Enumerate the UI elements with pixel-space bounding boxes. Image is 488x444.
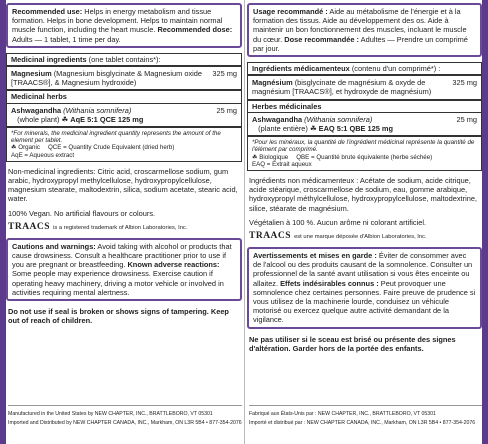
manufacturer-line: Manufactured in the United States by NEW CHAPTER, INC., BRATTLEBORO, VT 05301: [8, 411, 213, 417]
traacs-logo: TRAACS: [8, 221, 51, 232]
organic-leaf-icon: ☘: [61, 114, 69, 124]
legend-organic: Organic: [18, 144, 40, 152]
mineral-footnote-fr: *Pour les minéraux, la quantité de l'ingrédient médicinal représente la quantité de l'élément par comprimé.: [252, 139, 475, 154]
cautions-text-fr: Éviter de consommer avec de l'alcool ou des produits causant de la somnolence. Consulter un professionnel de la santé avant utilisation si vous êtes enceinte ou allaitez.: [253, 251, 473, 288]
adverse-label-fr: Effets indésirables connus :: [280, 278, 379, 288]
magnesium-name: Magnesium: [11, 69, 52, 79]
organic-leaf-icon: ☘: [252, 153, 258, 161]
organic-leaf-icon: ☘: [11, 144, 17, 152]
vegan-statement-fr: Végétalien à 100 %. Aucun arôme ni colorant artificiel.: [249, 217, 427, 227]
recommended-use-box-fr: [247, 3, 482, 57]
cautions-label: Cautions and warnings:: [12, 241, 96, 251]
ashwagandha-latin-fr: (Withania somnifera): [304, 114, 373, 124]
cautions-box: [6, 238, 242, 301]
ashwagandha-name: Ashwagandha: [11, 105, 62, 115]
purple-edge-stripe: [482, 0, 488, 444]
legend-qbe-fr: QBE = Quantité brute équivalente (herbe séchée): [296, 153, 433, 161]
non-medicinal-ingredients-fr: Ingrédients non médicamenteux : Acétate de sodium, acide citrique, acide stéarique, croscarmellose de sodium, eau, gomme arabique, hydroxypropyl méthylcellulose, hydroxypropylcellulose, maltodextrine, silice, stéarate de magnésium.: [249, 176, 477, 213]
legend-eaq-fr: EAQ = Extrait aqueux: [252, 160, 312, 168]
recommended-dose-text: Adults — 1 tablet, 1 time per day.: [12, 34, 121, 44]
magnesium-row-fr: [248, 76, 481, 98]
ingredients-facts-box: [6, 53, 242, 162]
traacs-note-fr: est une marque déposée d'Albion Laboratories, Inc.: [294, 234, 427, 241]
mineral-footnote: *For minerals, the medicinal ingredient quantity represents the amount of the element per tablet.: [11, 130, 221, 145]
recommended-use-box: [6, 3, 242, 48]
manufacturer-line-fr: Fabriqué aux États-Unis par : NEW CHAPTER, INC., BRATTLEBORO, VT 05301: [249, 411, 436, 417]
facts-footnote: [7, 126, 241, 161]
medicinal-header-qualifier: (one tablet contains*):: [88, 54, 161, 64]
traacs-logo-fr: TRAACS: [249, 231, 292, 242]
manufacturer-info: [8, 405, 242, 428]
ashwagandha-standard-fr: EAQ 5:1 QBE 125 mg: [318, 124, 393, 134]
adverse-text: Some people may experience drowsiness. Exercise caution if operating heavy machinery, driving a motor vehicle or involved in activities requiring mental alertness.: [12, 269, 224, 297]
magnesium-row: [7, 67, 241, 89]
magnesium-detail: (Magnesium bisglycinate & Magnesium oxide [TRAACS®], & Magnesium hydroxide): [11, 69, 203, 88]
legend-aqe: AqE = Aqueous extract: [11, 151, 75, 159]
ashwagandha-latin: (Withania somnifera): [63, 105, 132, 115]
ashwagandha-amount-fr: 25 mg: [456, 114, 477, 124]
medicinal-header-qualifier-fr: (contenu d'un comprimé*) :: [351, 64, 441, 74]
recommended-dose-label: Recommended dose:: [157, 25, 233, 35]
ashwagandha-row-fr: [248, 113, 481, 135]
recommended-use-text-fr: Aide au métabolisme de l'énergie et à la formation des tissus. Aide au développement des os. Aide à maintenir un bon fonctionnement des muscles, incluant le muscle du cœur.: [253, 7, 467, 44]
herbs-header-title: Medicinal herbs: [11, 92, 67, 102]
tamper-warning: Do not use if seal is broken or shows signs of tampering. Keep out of reach of children.: [8, 307, 229, 326]
traacs-trademark: [6, 222, 242, 232]
facts-footnote-fr: [248, 135, 481, 170]
importer-line-fr: Importé et distribué par : NEW CHAPTER CANADA, INC., Markham, ON L3R 5B4 • 877-354-2076: [249, 420, 476, 426]
legend-qce: QCE = Quantity Crude Equivalent (dried herb): [47, 144, 175, 152]
traacs-trademark-fr: [247, 231, 482, 241]
legend-organic-fr: Biologique: [259, 153, 289, 161]
recommended-dose-text-fr: Adultes — Prendre un comprimé par jour.: [253, 34, 468, 53]
manufacturer-info-fr: [249, 405, 482, 428]
organic-leaf-icon: ☘: [309, 124, 317, 134]
ashwagandha-row: [7, 104, 241, 126]
magnesium-amount: 325 mg: [212, 69, 237, 79]
adverse-text-fr: Peut provoquer une somnolence chez certaines personnes. Faire preuve de prudence si vous utilisez de la machinerie lourde, conduisez un véhicule motorisé ou exercez quelque autre activité demandant de la vigilance.: [253, 278, 476, 325]
traacs-note: is a registered trademark of Albion Laboratories, Inc.: [53, 224, 188, 231]
magnesium-name-fr: Magnésium: [252, 78, 293, 88]
importer-line: Imported and Distributed by NEW CHAPTER CANADA, INC., Markham, ON L3R 5B4 • 877-354-2076: [8, 420, 242, 426]
ashwagandha-part-fr: (plante entière): [258, 124, 308, 134]
ingredients-facts-box-fr: [247, 62, 482, 171]
medicinal-ingredients-header-fr: [248, 63, 481, 76]
cautions-text: Avoid taking with alcohol or products that cause drowsiness. Consult a healthcare practitioner prior to use if you are pregnant or breastfeeding.: [12, 241, 232, 270]
herbs-header-title-fr: Herbes médicinales: [252, 101, 322, 111]
ashwagandha-standard: AqE 5:1 QCE 125 mg: [70, 114, 144, 124]
french-label-panel: [244, 0, 488, 444]
vegan-statement: 100% Vegan. No artificial flavours or colours.: [8, 208, 156, 218]
magnesium-amount-fr: 325 mg: [452, 78, 477, 88]
recommended-use-label: Recommended use:: [12, 7, 83, 16]
ashwagandha-name-fr: Ashwagandha: [252, 114, 303, 124]
medicinal-header-title: Medicinal ingredients: [11, 54, 87, 64]
recommended-dose-label-fr: Dose recommandée :: [284, 34, 359, 44]
ashwagandha-amount: 25 mg: [216, 105, 237, 115]
non-medicinal-ingredients: Non-medicinal ingredients: Citric acid, croscarmellose sodium, gum arabic, hydroxypropyl methylcellulose, hydroxypropylcellulose, magnesium stearate, maltodextrin, silica, sodium acetate, stearic acid, water.: [8, 166, 238, 204]
recommended-use-label-fr: Usage recommandé :: [253, 7, 328, 16]
tamper-warning-fr: Ne pas utiliser si le sceau est brisé ou présente des signes d'altération. Garder hors de la portée des enfants.: [249, 334, 456, 353]
ashwagandha-part: (whole plant): [17, 114, 60, 124]
medicinal-ingredients-header: [7, 54, 241, 67]
medicinal-herbs-header-fr: [248, 99, 481, 113]
medicinal-header-title-fr: Ingrédients médicamenteux: [252, 64, 350, 74]
magnesium-detail-fr: (bisglycinate de magnésium & oxyde de magnésium [TRAACS®], et hydroxyde de magnésium): [252, 78, 432, 97]
cautions-box-fr: [247, 247, 482, 329]
recommended-use-text: Helps in energy metabolism and tissue formation. Helps in bone development. Helps to maintain normal muscle function, including the heart muscle.: [12, 7, 223, 35]
cautions-label-fr: Avertissements et mises en garde :: [253, 251, 377, 261]
medicinal-herbs-header: [7, 89, 241, 103]
adverse-label: Known adverse reactions:: [127, 260, 220, 270]
